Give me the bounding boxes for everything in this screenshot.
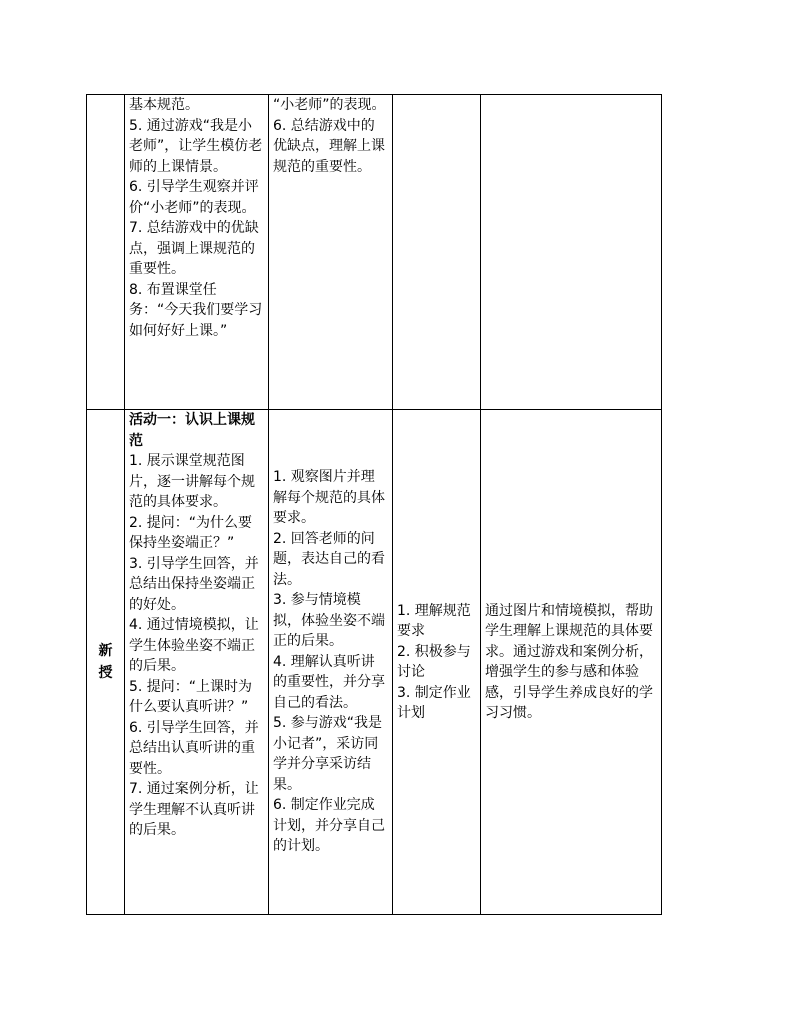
teacher-line: 6. 引导学生观察并评价“小老师”的表现。	[129, 179, 259, 216]
student-activity-cell	[269, 410, 393, 915]
intent-cell	[481, 410, 662, 915]
teacher-line: 1. 展示课堂规范图片，逐一讲解每个规范的具体要求。	[129, 453, 255, 510]
teacher-line: 4. 通过情境模拟，让学生体验坐姿不端正的后果。	[129, 617, 259, 674]
table-row	[87, 410, 662, 915]
table-row	[87, 95, 662, 410]
goal-cell	[393, 95, 481, 410]
teacher-activity-cell	[125, 410, 269, 915]
activity-title: 活动一：认识上课规范	[129, 412, 255, 449]
goal-line: 3. 制定作业计划	[397, 684, 471, 721]
student-line: 2. 回答老师的问题，表达自己的看法。	[273, 530, 385, 588]
student-activity-cell	[269, 95, 393, 410]
student-line: 4. 理解认真听讲的重要性，并分享自己的看法。	[273, 653, 385, 711]
teacher-activity-cell	[125, 95, 269, 410]
goal-line: 1. 理解规范要求	[397, 602, 471, 639]
intent-cell	[481, 95, 662, 410]
stage-cell	[87, 410, 125, 915]
student-line: 6. 制定作业完成计划，并分享自己的计划。	[273, 797, 385, 855]
goal-line: 2. 积极参与讨论	[397, 643, 471, 680]
teacher-line: 5. 通过游戏“我是小老师”，让学生模仿老师的上课情景。	[129, 117, 263, 175]
student-line: 1. 观察图片并理解每个规范的具体要求。	[273, 469, 385, 527]
stage-cell	[87, 95, 125, 410]
goal-cell	[393, 410, 481, 915]
teacher-line: 3. 引导学生回答，并总结出保持坐姿端正的好处。	[129, 555, 259, 613]
teacher-line: 6. 引导学生回答，并总结出认真听讲的重要性。	[129, 719, 259, 777]
teacher-line: 7. 通过案例分析，让学生理解不认真听讲的后果。	[129, 781, 259, 838]
teacher-line: 5. 提问：“上课时为什么要认真听讲？”	[129, 678, 253, 715]
student-line: 6. 总结游戏中的优缺点，理解上课规范的重要性。	[273, 117, 385, 175]
student-line: 3. 参与情境模拟，体验坐姿不端正的后果。	[273, 592, 385, 650]
teacher-line: 8. 布置课堂任务：“今天我们要学习如何好好上课。”	[129, 281, 263, 339]
intent-text: 通过图片和情境模拟，帮助学生理解上课规范的具体要求。通过游戏和案例分析，增强学生的参与感和体验感，引导学生养成良好的学习习惯。	[485, 602, 653, 721]
teacher-line: 2. 提问：“为什么要保持坐姿端正？”	[129, 514, 253, 551]
teacher-line: 7. 总结游戏中的优缺点，强调上课规范的重要性。	[129, 220, 259, 277]
teacher-line: 基本规范。	[129, 97, 199, 113]
student-line: 5. 参与游戏“我是小记者”，采访同学并分享采访结果。	[273, 715, 383, 793]
stage-label: 新授	[98, 643, 113, 681]
lesson-plan-table	[86, 94, 662, 915]
student-line: “小老师”的表现。	[273, 97, 386, 113]
